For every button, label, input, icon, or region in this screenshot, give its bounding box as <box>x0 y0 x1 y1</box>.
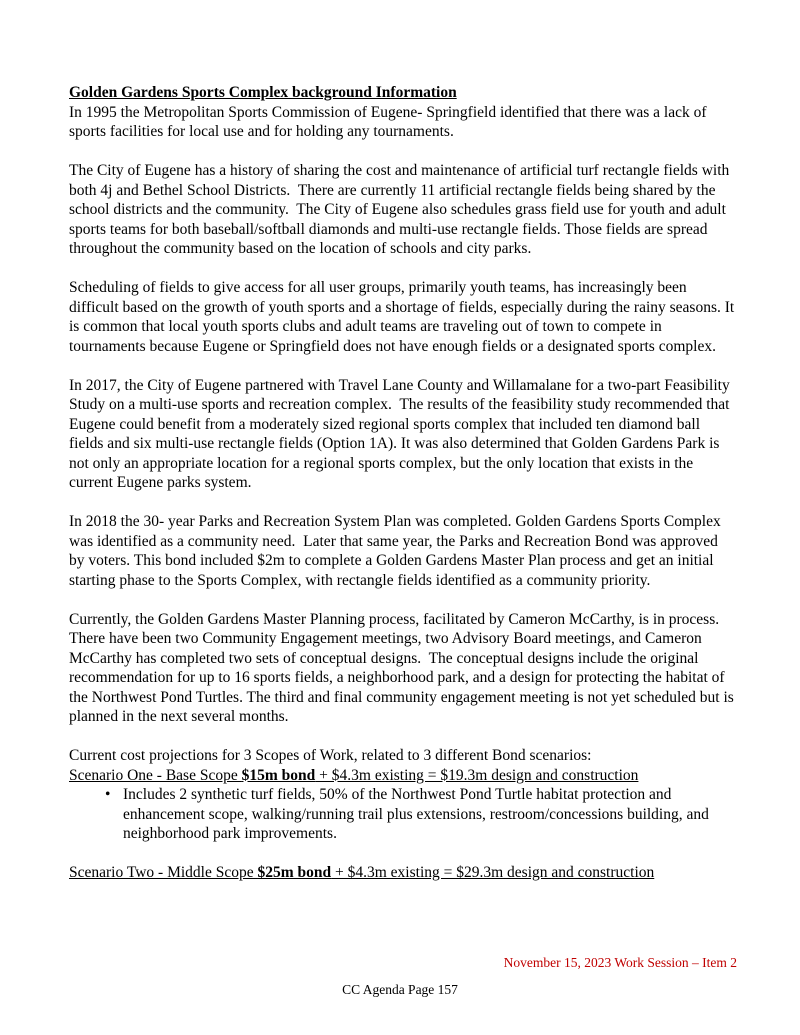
scenario-two-suffix: + $4.3m existing = $29.3m design and construction <box>331 864 655 881</box>
scenario-one-text <box>69 767 638 784</box>
paragraph-3: Scheduling of fields to give access for all user groups, primarily youth teams, has increasingly been difficult based on the growth of youth sports and a shortage of fields, especially during the rainy seasons. It is common that local youth sports clubs and adult teams are traveling out of town to compete in tournaments because Eugene or Springfield does not have enough fields or a designated sports complex. <box>69 279 739 355</box>
scenario-one-bullet <box>69 785 737 844</box>
scenario-one-bullet-text: Includes 2 synthetic turf fields, 50% of the Northwest Pond Turtle habitat protection and enhancement scope, walking/running trail plus extensions, restroom/concessions building, and neighborhood park improvements. <box>123 786 713 842</box>
paragraph-4: In 2017, the City of Eugene partnered with Travel Lane County and Willamalane for a two-part Feasibility Study on a multi-use sports and recreation complex. The results of the feasibility study recommended that Eugene could benefit from a moderately sized regional sports complex that included ten diamond ball fields and six multi-use rectangle fields (Option 1A). It was also determined that Golden Gardens Park is not only an appropriate location for a regional sports complex, but the only location that exists in the current Eugene parks system. <box>69 376 734 491</box>
scenario-two-line <box>69 863 737 883</box>
paragraph-5: In 2018 the 30- year Parks and Recreation System Plan was completed. Golden Gardens Sports Complex was identified as a community need. Later that same year, the Parks and Recreation Bond was approved by voters. This bond included $2m to complete a Golden Gardens Master Plan process and get an initial starting phase to the Sports Complex, with rectangle fields identified as a community priority. <box>69 513 725 589</box>
document-title: Golden Gardens Sports Complex background Information <box>69 84 457 101</box>
paragraph-6: Currently, the Golden Gardens Master Planning process, facilitated by Cameron McCarthy, is in process. There have been two Community Engagement meetings, two Advisory Board meetings, and Cameron McCarthy has completed two sets of conceptual designs. The conceptual designs include the original recommendation for up to 16 sports fields, a neighborhood park, and a design for protecting the habitat of the Northwest Pond Turtles. The third and final community engagement meeting is not yet scheduled but is planned in the next several months. <box>69 610 738 725</box>
scenario-one-suffix: + $4.3m existing = $19.3m design and construction <box>315 766 639 784</box>
scenario-one-prefix: Scenario One - Base Scope <box>69 766 242 784</box>
paragraph-1: In 1995 the Metropolitan Sports Commission of Eugene- Springfield identified that there was a lack of sports facilities for local use and for holding any tournaments. <box>69 103 711 140</box>
scenario-two-prefix: Scenario Two - Middle Scope <box>69 864 258 881</box>
scenario-two-bond-amount: $25m bond <box>257 864 332 881</box>
page-number-label: CC Agenda Page 157 <box>342 982 458 997</box>
scenario-one-line <box>69 766 737 786</box>
scenario-one-bond-amount: $15m bond <box>241 766 316 784</box>
work-session-note: November 15, 2023 Work Session – Item 2 <box>503 955 737 970</box>
scenario-two-text <box>69 864 654 881</box>
cost-projections-intro: Current cost projections for 3 Scopes of Work, related to 3 different Bond scenarios: <box>69 747 592 764</box>
paragraph-2: The City of Eugene has a history of sharing the cost and maintenance of artificial turf rectangle fields with both 4j and Bethel School Districts. There are currently 11 artificial rectangle fields being shared by the school districts and the community. The City of Eugene also schedules grass field use for youth and adult sports teams for both baseball/softball diamonds and multi-use rectangle fields. Those fields are spread throughout the community based on the location of schools and city parks. <box>69 162 734 257</box>
bullet-icon: • <box>105 786 111 803</box>
